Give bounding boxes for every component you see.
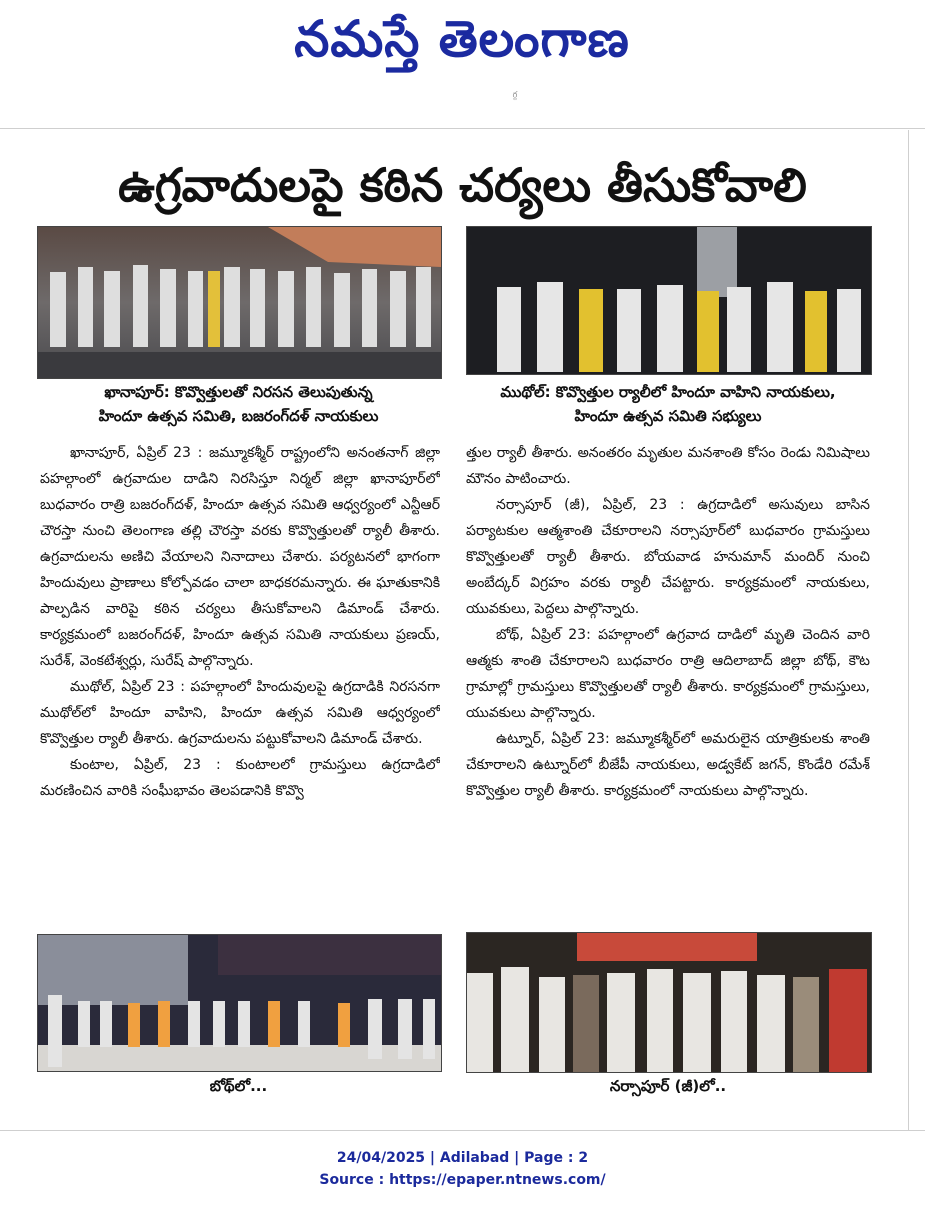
photo-caption-narsapur: నర్సాపూర్ (జీ)లో.. bbox=[609, 1077, 727, 1095]
right-margin-rule bbox=[908, 130, 909, 1130]
paragraph-mudhol: ముథోల్, ఏప్రిల్ 23 : పహల్గాంలో హిందువులపై ఉగ్రదాడికి నిరసనగా ముథోల్‌లో హిందూ వాహిని, హిందూ ఉత్సవ సమితి ఆధ్వర్యంలో కొవ్వొత్తుల ర్యాలీ తీశారు. ఉగ్రవాదులను పట్టుకోవాలని డిమాండ్ చేశారు. bbox=[40, 679, 440, 747]
source-link[interactable]: Source : https://epaper.ntnews.com/ bbox=[319, 1172, 606, 1188]
article-column-left bbox=[40, 440, 440, 914]
paragraph-kuntala: కుంటాల, ఏప్రిల్, 23 : కుంటాలలో గ్రామస్తులు ఉగ్రదాడిలో మరణించిన వారికి సంఘీభావం తెలపడానికి కొవ్వొ bbox=[40, 757, 440, 799]
article-headline: ఉగ్రవాదులపై కఠిన చర్యలు తీసుకోవాలి bbox=[118, 158, 807, 212]
photo-caption-both: బోథ్‌లో... bbox=[209, 1077, 268, 1095]
photo-mudhol bbox=[466, 226, 872, 375]
paragraph-narsapur: నర్సాపూర్ (జీ), ఏప్రిల్, 23 : ఉగ్రదాడిలో అసువులు బాసిన పర్యాటకుల ఆత్మశాంతి చేకూరాలని నర్సాపూర్‌లో బుధవారం గ్రామస్తులు కొవ్వొత్తులతో ర్యాలీ తీశారు. బోయవాడ హనుమాన్ మందిర్ నుంచి అంబేద్కర్ విగ్రహం వరకు ర్యాలీ చేపట్టారు. కార్యక్రమంలో నాయకులు, యువకులు, పెద్దలు పాల్గొన్నారు. bbox=[466, 497, 870, 617]
photo-narsapur bbox=[466, 932, 872, 1073]
newspaper-logo: నమస్తే తెలంగాణ bbox=[294, 9, 630, 68]
photo-both bbox=[37, 934, 442, 1072]
paragraph-utnoor: ఉట్నూర్, ఏప్రిల్ 23: జమ్మూకశ్మీర్‌లో అమరులైన యాత్రికులకు శాంతి చేకూరాలని ఉట్నూర్‌లో బీజేపీ నాయకులు, అడ్వకేట్ జగన్, కొండేరి రమేశ్ కొవ్వొత్తుల ర్యాలీ తీశారు. కార్యక్రమంలో నాయకులు పాల్గొన్నారు. bbox=[466, 731, 870, 799]
caption-line: ముథోల్: కొవ్వొత్తుల ర్యాలీలో హిందూ వాహిని నాయకులు, bbox=[500, 383, 836, 401]
paragraph-khanapur: ఖానాపూర్, ఏప్రిల్ 23 : జమ్మూకశ్మీర్ రాష్ట్రంలోని అనంతనాగ్ జిల్లా పహల్గాంలో ఉగ్రవాదుల దాడిని నిరసిస్తూ నిర్మల్ జిల్లా ఖానాపూర్‌లో బుధవారం రాత్రి బజరంగ్‌దళ్, హిందూ ఉత్సవ సమితి ఆధ్వర్యంలో ఎన్టీఆర్ చౌరస్తా నుంచి తెలంగాణ తల్లి చౌరస్తా వరకు కొవ్వొత్తులతో ర్యాలీ తీశారు. ఉగ్రవాదులను అణిచి వేయాలని నినాదాలు చేశారు. పర్యటనలో భాగంగా హిందువులు ప్రాణాలు కోల్పోవడం చాలా బాధకరమన్నారు. ఈ ఘాతుకానికి పాల్పడిన వారిపై కఠిన చర్యలు తీసుకోవాలని డిమాండ్ చేశారు. కార్యక్రమంలో బజరంగ్‌దళ్, హిందూ ఉత్సవ సమితి నాయకులు ప్రణయ్, సురేశ్, వెంకటేశ్వర్లు, సురేష్ పాల్గొన్నారు. bbox=[40, 445, 440, 669]
masthead-subline: గ్గ bbox=[512, 90, 518, 99]
caption-line: ఖానాపూర్: కొవ్వొత్తులతో నిరసన తెలుపుతున్న bbox=[104, 383, 373, 401]
caption-line: హిందూ ఉత్సవ సమితి, బజరంగ్‌దళ్ నాయకులు bbox=[98, 407, 379, 425]
article-column-right bbox=[466, 440, 870, 914]
paragraph-kuntala-continued: త్తుల ర్యాలీ తీశారు. అనంతరం మృతుల మనశాంతి కోసం రెండు నిమిషాలు మౌనం పాటించారు. bbox=[466, 445, 870, 487]
masthead bbox=[0, 0, 925, 100]
header-rule bbox=[0, 128, 925, 129]
caption-line: హిందూ ఉత్సవ సమితి సభ్యులు bbox=[574, 407, 762, 425]
photo-caption-mudhol bbox=[466, 380, 870, 428]
photo-khanapur bbox=[37, 226, 442, 379]
photo-caption-khanapur bbox=[37, 380, 440, 428]
footer-rule bbox=[0, 1130, 925, 1131]
edition-info: 24/04/2025 | Adilabad | Page : 2 bbox=[336, 1150, 589, 1166]
paragraph-both: బోథ్, ఏప్రిల్ 23: పహల్గాంలో ఉగ్రవాద దాడిలో మృతి చెందిన వారి ఆత్మకు శాంతి చేకూరాలని బుధవారం రాత్రి ఆదిలాబాద్ జిల్లా బోథ్, కౌట గ్రామాల్లో గ్రామస్తులు కొవ్వొత్తులతో ర్యాలీ తీశారు. కార్యక్రమంలో గ్రామస్తులు, యువకులు పాల్గొన్నారు. bbox=[466, 627, 870, 721]
